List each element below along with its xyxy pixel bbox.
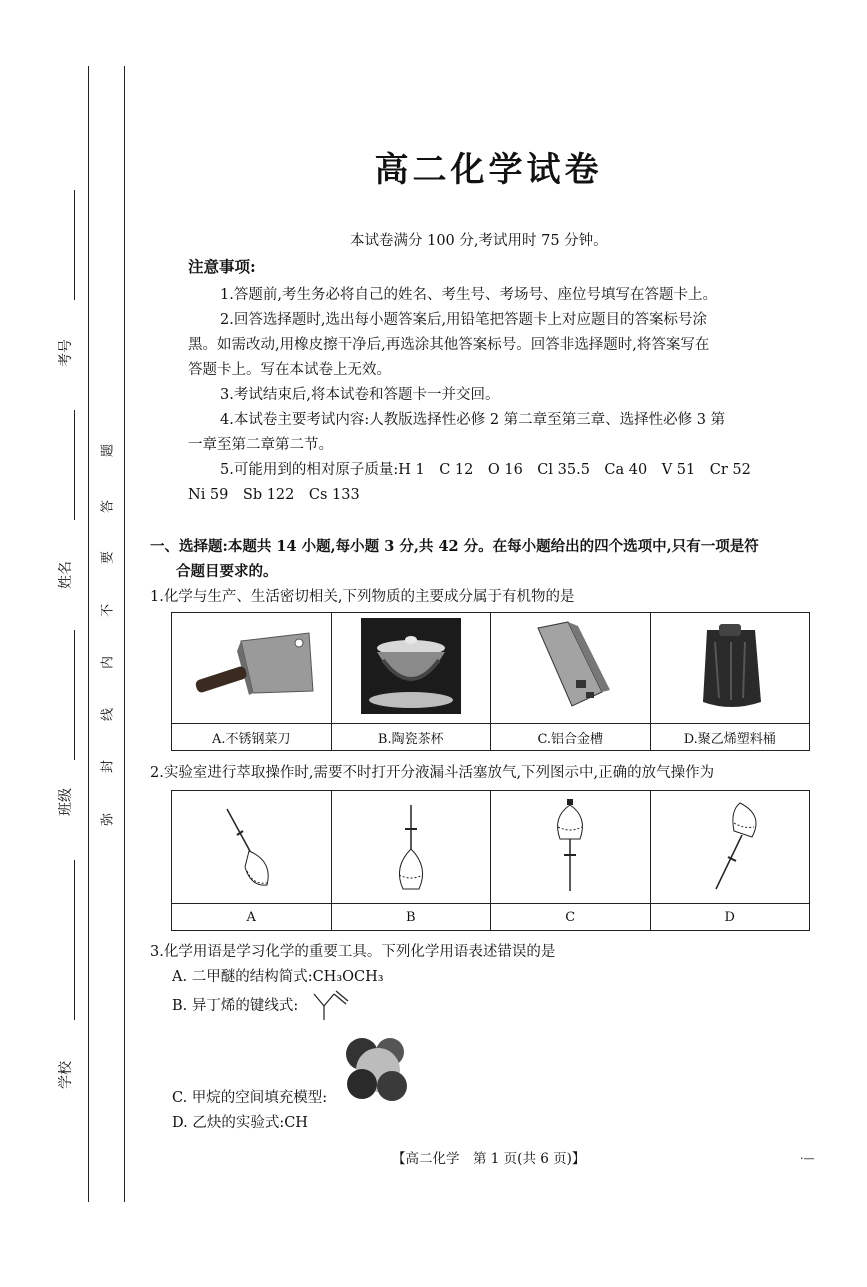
note-line: 一章至第二章第二节。 bbox=[188, 437, 333, 453]
seal-char: 封 bbox=[100, 760, 116, 774]
q2-image-d bbox=[650, 791, 810, 904]
kaohao-blank bbox=[74, 190, 75, 300]
note-line: 4.本试卷主要考试内容:人教版选择性必修 2 第二章至第三章、选择性必修 3 第 bbox=[220, 412, 726, 428]
page-title: 高二化学试卷 bbox=[374, 150, 603, 190]
note-line: 1.答题前,考生务必将自己的姓名、考生号、考场号、座位号填写在答题卡上。 bbox=[220, 287, 717, 303]
q3-option-d: D. 乙炔的实验式:CH bbox=[172, 1115, 308, 1131]
binding-line-inner bbox=[124, 66, 125, 1202]
q1-image-a bbox=[172, 613, 332, 724]
xuexiao-blank bbox=[74, 860, 75, 1020]
note-line: 2.回答选择题时,选出每小题答案后,用铅笔把答题卡上对应题目的答案标号涂 bbox=[220, 312, 708, 328]
q3-option-a bbox=[172, 968, 384, 986]
section-heading: 一、选择题:本题共 14 小题,每小题 3 分,共 42 分。在每小题给出的四个选项中,只有一项是符 bbox=[150, 538, 759, 555]
banji-blank bbox=[74, 630, 75, 760]
seal-char: 内 bbox=[100, 656, 116, 670]
q2-option-c: C bbox=[491, 904, 651, 931]
q3-stem: 3.化学用语是学习化学的重要工具。下列化学用语表述错误的是 bbox=[150, 944, 556, 960]
separatory-funnel-icon bbox=[211, 795, 291, 895]
q2-image-b bbox=[331, 791, 491, 904]
q2-option-d: D bbox=[650, 904, 810, 931]
q1-image-d bbox=[650, 613, 810, 724]
plastic-bucket-icon bbox=[685, 618, 775, 714]
isobutene-skeletal-formula bbox=[312, 990, 352, 1022]
note-line: 答题卡上。写在本试卷上无效。 bbox=[188, 362, 391, 378]
xuexiao-label: 学校 bbox=[58, 1061, 74, 1089]
seal-char: 要 bbox=[100, 551, 116, 565]
note-line: 黑。如需改动,用橡皮擦干净后,再选涂其他答案标号。回答非选择题时,将答案写在 bbox=[188, 337, 710, 353]
seal-char: 不 bbox=[100, 604, 116, 618]
q3-option-c: C. 甲烷的空间填充模型: bbox=[172, 1090, 328, 1106]
q1-option-b: B.陶瓷茶杯 bbox=[331, 724, 491, 751]
porcelain-teacup-icon bbox=[361, 618, 461, 714]
footer-mark: ·— bbox=[800, 1152, 815, 1165]
q2-option-a: A bbox=[172, 904, 332, 931]
q2-option-b: B bbox=[331, 904, 491, 931]
seal-char: 题 bbox=[100, 444, 116, 458]
separatory-funnel-icon bbox=[690, 795, 770, 895]
kaohao-label: 考号 bbox=[58, 339, 74, 367]
xingming-blank bbox=[74, 410, 75, 520]
seal-char: 弥 bbox=[100, 813, 116, 827]
q1-option-c: C.铝合金槽 bbox=[491, 724, 651, 751]
q3-option-b: B. 异丁烯的键线式: bbox=[172, 998, 299, 1014]
q2-stem: 2.实验室进行萃取操作时,需要不时打开分液漏斗活塞放气,下列图示中,正确的放气操作为 bbox=[150, 765, 715, 781]
q2-image-c bbox=[491, 791, 651, 904]
q2-options-table bbox=[171, 790, 810, 931]
note-line: 3.考试结束后,将本试卷和答题卡一并交回。 bbox=[220, 387, 500, 403]
xingming-label: 姓名 bbox=[58, 561, 74, 589]
seal-char: 答 bbox=[100, 500, 116, 514]
q1-option-d: D.聚乙烯塑料桶 bbox=[650, 724, 810, 751]
aluminum-profile-icon bbox=[520, 618, 620, 714]
q1-stem: 1.化学与生产、生活密切相关,下列物质的主要成分属于有机物的是 bbox=[150, 589, 575, 605]
q3-option-a-formula: CH₃OCH₃ bbox=[312, 969, 384, 985]
binding-line-outer bbox=[88, 66, 89, 1202]
separatory-funnel-icon bbox=[381, 795, 441, 895]
separatory-funnel-icon bbox=[540, 795, 600, 895]
seal-char: 线 bbox=[100, 708, 116, 722]
note-line: Ni 59 Sb 122 Cs 133 bbox=[188, 487, 360, 503]
notes-heading: 注意事项: bbox=[188, 257, 256, 276]
q1-option-a: A.不锈钢菜刀 bbox=[172, 724, 332, 751]
q1-image-c bbox=[491, 613, 651, 724]
cleaver-icon bbox=[181, 621, 321, 711]
note-line: 5.可能用到的相对原子质量:H 1 C 12 O 16 Cl 35.5 Ca 40 V 51 Cr 52 bbox=[220, 462, 751, 478]
q3-option-a-label: A. 二甲醚的结构简式: bbox=[172, 969, 313, 985]
q1-image-b bbox=[331, 613, 491, 724]
methane-space-filling-model bbox=[342, 1032, 412, 1104]
exam-subtitle: 本试卷满分 100 分,考试用时 75 分钟。 bbox=[350, 233, 608, 249]
q2-image-a bbox=[172, 791, 332, 904]
section-heading-cont: 合题目要求的。 bbox=[176, 563, 278, 580]
banji-label: 班级 bbox=[58, 788, 74, 816]
q1-options-table bbox=[171, 612, 810, 751]
page-footer: 【高二化学 第 1 页(共 6 页)】 bbox=[392, 1151, 586, 1167]
